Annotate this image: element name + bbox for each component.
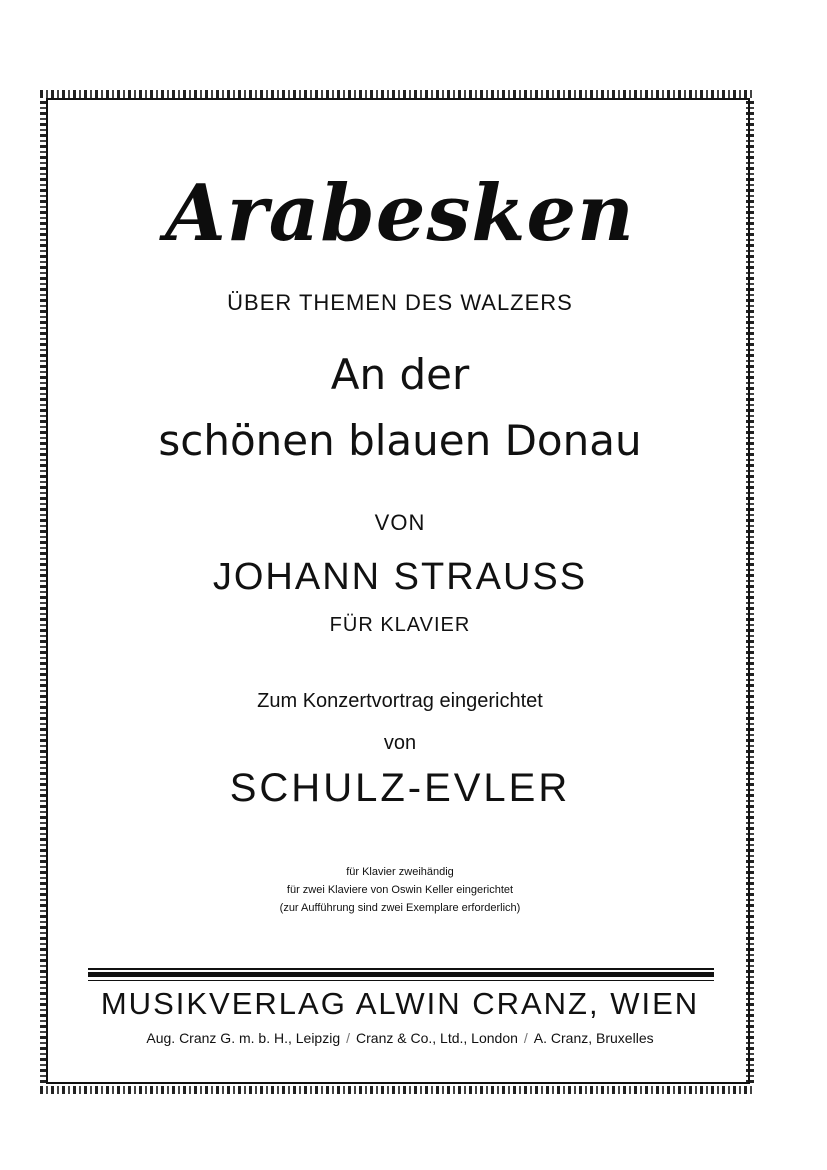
edition-note: (zur Aufführung sind zwei Exemplare erforderlich)	[279, 902, 521, 914]
publisher-branches	[0, 1030, 800, 1046]
arranger-by-label: von	[383, 732, 417, 754]
subtitle: ÜBER THEMEN DES WALZERS	[227, 290, 573, 315]
work-title-line-1: An der	[330, 350, 470, 399]
edition-note: für zwei Klaviere von Oswin Keller eingerichtet	[286, 884, 514, 896]
branch-separator: /	[523, 1030, 528, 1046]
instrument-label: FÜR KLAVIER	[329, 614, 471, 636]
divider-rule	[88, 980, 714, 981]
publisher-name: MUSIKVERLAG ALWIN CRANZ, WIEN	[100, 986, 700, 1021]
branch-leipzig: Aug. Cranz G. m. b. H., Leipzig	[146, 1030, 341, 1046]
work-title-line-2: schönen blauen Donau	[158, 416, 642, 465]
arranger-name: SCHULZ-EVLER	[229, 766, 571, 810]
branch-bruxelles: A. Cranz, Bruxelles	[533, 1030, 654, 1046]
title: Arabesken	[165, 168, 635, 259]
edition-note: für Klavier zweihändig	[346, 866, 454, 878]
divider-rule	[88, 968, 714, 970]
branch-london: Cranz & Co., Ltd., London	[356, 1030, 518, 1046]
composer-name: JOHANN STRAUSS	[212, 556, 588, 598]
branch-separator: /	[346, 1030, 351, 1046]
by-label: VON	[374, 510, 426, 535]
divider-rule	[88, 972, 714, 977]
arrangement-note: Zum Konzertvortrag eingerichtet	[257, 690, 543, 712]
